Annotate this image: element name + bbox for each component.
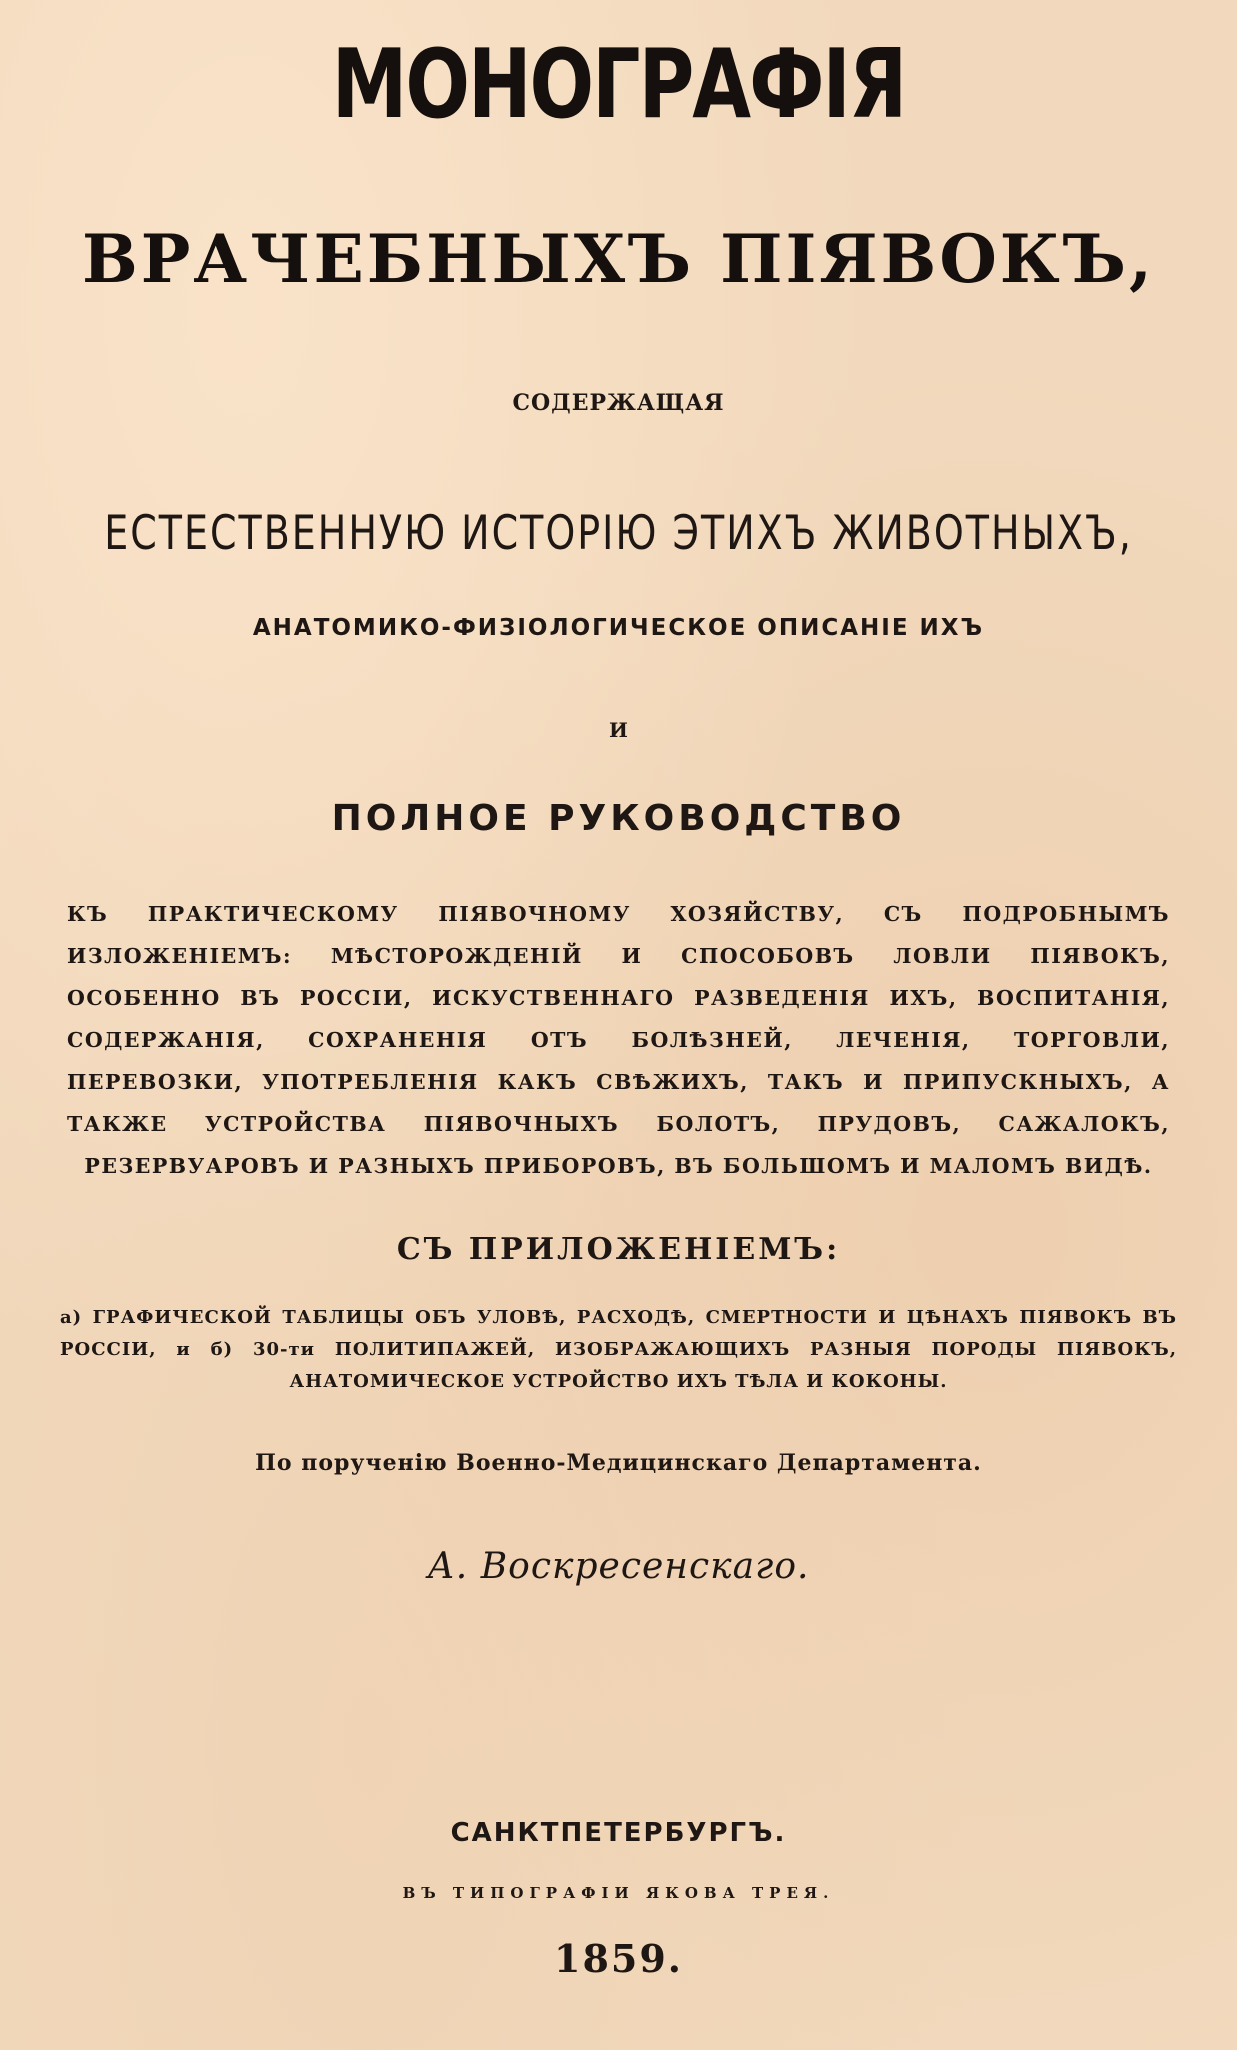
subtitle-natural-history: ЕСТЕСТВЕННУЮ ИСТОРІЮ ЭТИХЪ ЖИВОТНЫХЪ, [104,505,1133,560]
description-paragraph: КЪ ПРАКТИЧЕСКОМУ ПІЯВОЧНОМУ ХОЗЯЙСТВУ, СЪ ПОДРОБНЫМЪ ИЗЛОЖЕНІЕМЪ: МѢСТОРОЖДЕНІЙ И СПОСОБОВЪ ЛОВЛИ ПІЯВОКЪ, ОСОБЕННО ВЪ РОССІИ, ИСКУСТВЕННАГО РАЗВЕДЕНІЯ ИХЪ, ВОСПИТАНІЯ, СОДЕРЖАНІЯ, СОХРАНЕНІЯ ОТЪ БОЛѢЗНЕЙ, ЛЕЧЕНІЯ, ТОРГОВЛИ, ПЕРЕВОЗКИ, УПОТРЕБЛЕНІЯ КАКЪ СВѢЖИХЪ, ТАКЪ И ПРИПУСКНЫХЪ, А ТАКЖЕ УСТРОЙСТВА ПІЯВОЧНЫХЪ БОЛОТЪ, ПРУДОВЪ, САЖАЛОКЪ, РЕЗЕРВУАРОВЪ И РАЗНЫХЪ ПРИБОРОВЪ, ВЪ БОЛЬШОМЪ И МАЛОМЪ ВИДѢ. [67,902,1170,1178]
imprint-press: ВЪ ТИПОГРАФІИ ЯКОВА ТРЕЯ. [402,1884,835,1902]
commission-line: По порученію Военно-Медицинскаго Департамента. [255,1450,982,1476]
appendix-paragraph: а) ГРАФИЧЕСКОЙ ТАБЛИЦЫ ОБЪ УЛОВѢ, РАСХОДѢ, СМЕРТНОСТИ И ЦѢНАХЪ ПІЯВОКЪ ВЪ РОССІИ, и б) 30-ти ПОЛИТИПАЖЕЙ, ИЗОБРАЖАЮЩИХЪ РАЗНЫЯ ПОРОДЫ ПІЯВОКЪ, АНАТОМИЧЕСКОЕ УСТРОЙСТВО ИХЪ ТѢЛА И КОКОНЫ. [60,1307,1177,1392]
subtitle-anatomy: АНАТОМИКО-ФИЗІОЛОГИЧЕСКОЕ ОПИСАНІЕ ИХЪ [252,615,985,641]
subtitle-containing: СОДЕРЖАЩАЯ [512,390,725,416]
subtitle-full-guide: ПОЛНОЕ РУКОВОДСТВО [331,798,906,839]
imprint-city: САНКТПЕТЕРБУРГЪ. [450,1818,787,1848]
title-line-1: МОНОГРАФІЯ [331,28,906,140]
imprint-year: 1859. [554,1936,683,1981]
title-line-2: ВРАЧЕБНЫХЪ ПІЯВОКЪ, [82,220,1155,298]
author-name: А. Воскресенскаго. [427,1546,810,1587]
subtitle-conjunction: И [609,718,628,742]
appendix-heading: СЪ ПРИЛОЖЕНІЕМЪ: [396,1232,841,1267]
